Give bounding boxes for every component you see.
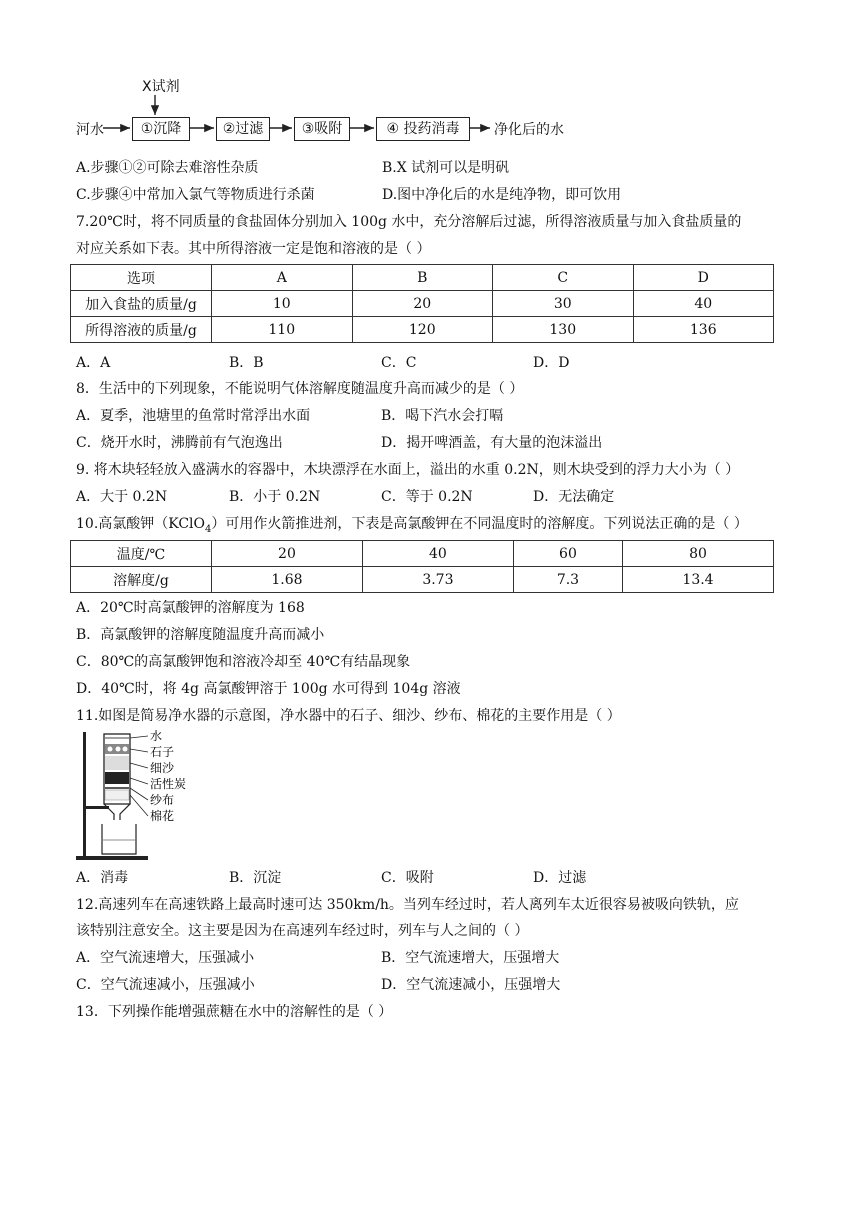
table-cell: B bbox=[352, 265, 493, 291]
source-label: 河水 bbox=[76, 122, 104, 138]
q10-option-d: D．40℃时，将 4g 高氯酸钾溶于 100g 水可得到 104g 溶液 bbox=[76, 681, 461, 697]
q8-stem: 8．生活中的下列现象，不能说明气体溶解度随温度升高而减少的是（ ） bbox=[76, 381, 524, 397]
table-cell: 80 bbox=[623, 541, 774, 567]
reagent-label: X试剂 bbox=[142, 79, 180, 95]
table-cell: D bbox=[633, 265, 774, 291]
result-label: 净化后的水 bbox=[494, 122, 564, 138]
table-cell: C bbox=[493, 265, 634, 291]
diagram-label-sand: 细沙 bbox=[150, 761, 175, 775]
q11-option-a: A．消毒 bbox=[76, 870, 129, 886]
table-cell: 40 bbox=[633, 291, 774, 317]
q6-option-b: B.X 试剂可以是明矾 bbox=[382, 160, 510, 176]
q8-option-b: B．喝下汽水会打嗝 bbox=[381, 408, 504, 424]
q12-option-d: D．空气流速减小，压强增大 bbox=[381, 977, 561, 993]
q10-table bbox=[70, 540, 774, 593]
table-cell: 1.68 bbox=[212, 567, 363, 593]
table-row bbox=[71, 541, 774, 567]
q7-option-d: D．D bbox=[533, 355, 570, 371]
q7-stem-line2: 对应关系如下表。其中所得溶液一定是饱和溶液的是（ ） bbox=[76, 241, 431, 257]
table-cell: 30 bbox=[493, 291, 634, 317]
q8-option-a: A．夏季，池塘里的鱼常时常浮出水面 bbox=[76, 408, 311, 424]
table-cell: 120 bbox=[352, 317, 493, 343]
table-cell: 40 bbox=[362, 541, 513, 567]
table-row bbox=[71, 291, 774, 317]
table-cell: 加入食盐的质量/g bbox=[71, 291, 212, 317]
water-filter-diagram bbox=[74, 728, 204, 864]
table-cell: A bbox=[212, 265, 353, 291]
step-adsorption: ③吸附 bbox=[294, 117, 350, 141]
diagram-label-carbon: 活性炭 bbox=[150, 777, 187, 791]
table-cell: 20 bbox=[212, 541, 363, 567]
q9-stem: 9. 将木块轻轻放入盛满水的容器中，木块漂浮在水面上，溢出的水重 0.2N，则木块受到的浮力大小为（ ） bbox=[76, 462, 740, 478]
diagram-label-stones: 石子 bbox=[150, 745, 175, 759]
q10-option-b: B．高氯酸钾的溶解度随温度升高而减小 bbox=[76, 627, 325, 643]
table-cell: 3.73 bbox=[362, 567, 513, 593]
q8-option-d: D．揭开啤酒盖，有大量的泡沫溢出 bbox=[381, 435, 603, 451]
q11-stem: 11.如图是简易净水器的示意图，净水器中的石子、细沙、纱布、棉花的主要作用是（ ） bbox=[76, 708, 621, 724]
q11-option-b: B．沉淀 bbox=[229, 870, 282, 886]
q12-option-b: B．空气流速增大，压强增大 bbox=[381, 950, 560, 966]
table-cell: 136 bbox=[633, 317, 774, 343]
table-cell: 溶解度/g bbox=[71, 567, 212, 593]
table-cell: 13.4 bbox=[623, 567, 774, 593]
step-filtration: ②过滤 bbox=[216, 117, 270, 141]
q12-stem-line1: 12.高速列车在高速铁路上最高时速可达 350km/h。当列车经过时，若人离列车太近很容易被吸向铁轨，应 bbox=[76, 897, 739, 913]
table-cell: 60 bbox=[513, 541, 622, 567]
table-row bbox=[71, 567, 774, 593]
q7-table bbox=[70, 264, 774, 343]
q11-option-d: D．过滤 bbox=[533, 870, 587, 886]
q10-stem-subscript: 4 bbox=[205, 523, 212, 535]
q6-option-c: C.步骤④中常加入氯气等物质进行杀菌 bbox=[76, 187, 315, 203]
q7-option-a: A．A bbox=[76, 355, 111, 371]
table-cell: 选项 bbox=[71, 265, 212, 291]
diagram-label-water: 水 bbox=[150, 729, 163, 743]
q6-option-a: A.步骤①②可除去难溶性杂质 bbox=[76, 160, 259, 176]
q8-option-c: C．烧开水时，沸腾前有气泡逸出 bbox=[76, 435, 283, 451]
step-sedimentation: ①沉降 bbox=[132, 117, 190, 141]
q10-stem bbox=[76, 514, 748, 540]
q10-option-c: C．80℃的高氯酸钾饱和溶液冷却至 40℃有结晶现象 bbox=[76, 654, 411, 670]
q9-option-a: A．大于 0.2N bbox=[76, 489, 168, 505]
diagram-label-cotton: 棉花 bbox=[150, 809, 175, 823]
table-cell: 20 bbox=[352, 291, 493, 317]
q6-option-d: D.图中净化后的水是纯净物，即可饮用 bbox=[382, 187, 622, 203]
q10-stem-post: ）可用作火箭推进剂，下表是高氯酸钾在不同温度时的溶解度。下列说法正确的是（ ） bbox=[211, 516, 748, 532]
table-row bbox=[71, 317, 774, 343]
q10-option-a: A．20℃时高氯酸钾的溶解度为 168 bbox=[76, 600, 305, 616]
q7-option-b: B．B bbox=[229, 355, 264, 371]
q12-option-c: C．空气流速减小，压强减小 bbox=[76, 977, 255, 993]
q12-stem-line2: 该特别注意安全。这主要是因为在高速列车经过时，列车与人之间的（ ） bbox=[76, 923, 529, 939]
table-cell: 所得溶液的质量/g bbox=[71, 317, 212, 343]
table-cell: 7.3 bbox=[513, 567, 622, 593]
diagram-label-gauze: 纱布 bbox=[150, 793, 175, 807]
step-disinfection: ④ 投药消毒 bbox=[376, 117, 470, 141]
q7-option-c: C．C bbox=[381, 355, 417, 371]
table-cell: 温度/℃ bbox=[71, 541, 212, 567]
q9-option-c: C．等于 0.2N bbox=[381, 489, 473, 505]
table-cell: 10 bbox=[212, 291, 353, 317]
q11-option-c: C．吸附 bbox=[381, 870, 434, 886]
q10-stem-pre: 10.高氯酸钾（KClO bbox=[76, 516, 206, 532]
q13-stem: 13．下列操作能增强蔗糖在水中的溶解性的是（ ） bbox=[76, 1004, 393, 1020]
table-row bbox=[71, 265, 774, 291]
table-cell: 130 bbox=[493, 317, 634, 343]
q9-option-d: D．无法确定 bbox=[533, 489, 615, 505]
q12-option-a: A．空气流速增大，压强减小 bbox=[76, 950, 255, 966]
q7-stem-line1: 7.20℃时，将不同质量的食盐固体分别加入 100g 水中，充分溶解后过滤，所得溶液质量与加入食盐质量的 bbox=[76, 214, 742, 230]
table-cell: 110 bbox=[212, 317, 353, 343]
q9-option-b: B．小于 0.2N bbox=[229, 489, 321, 505]
